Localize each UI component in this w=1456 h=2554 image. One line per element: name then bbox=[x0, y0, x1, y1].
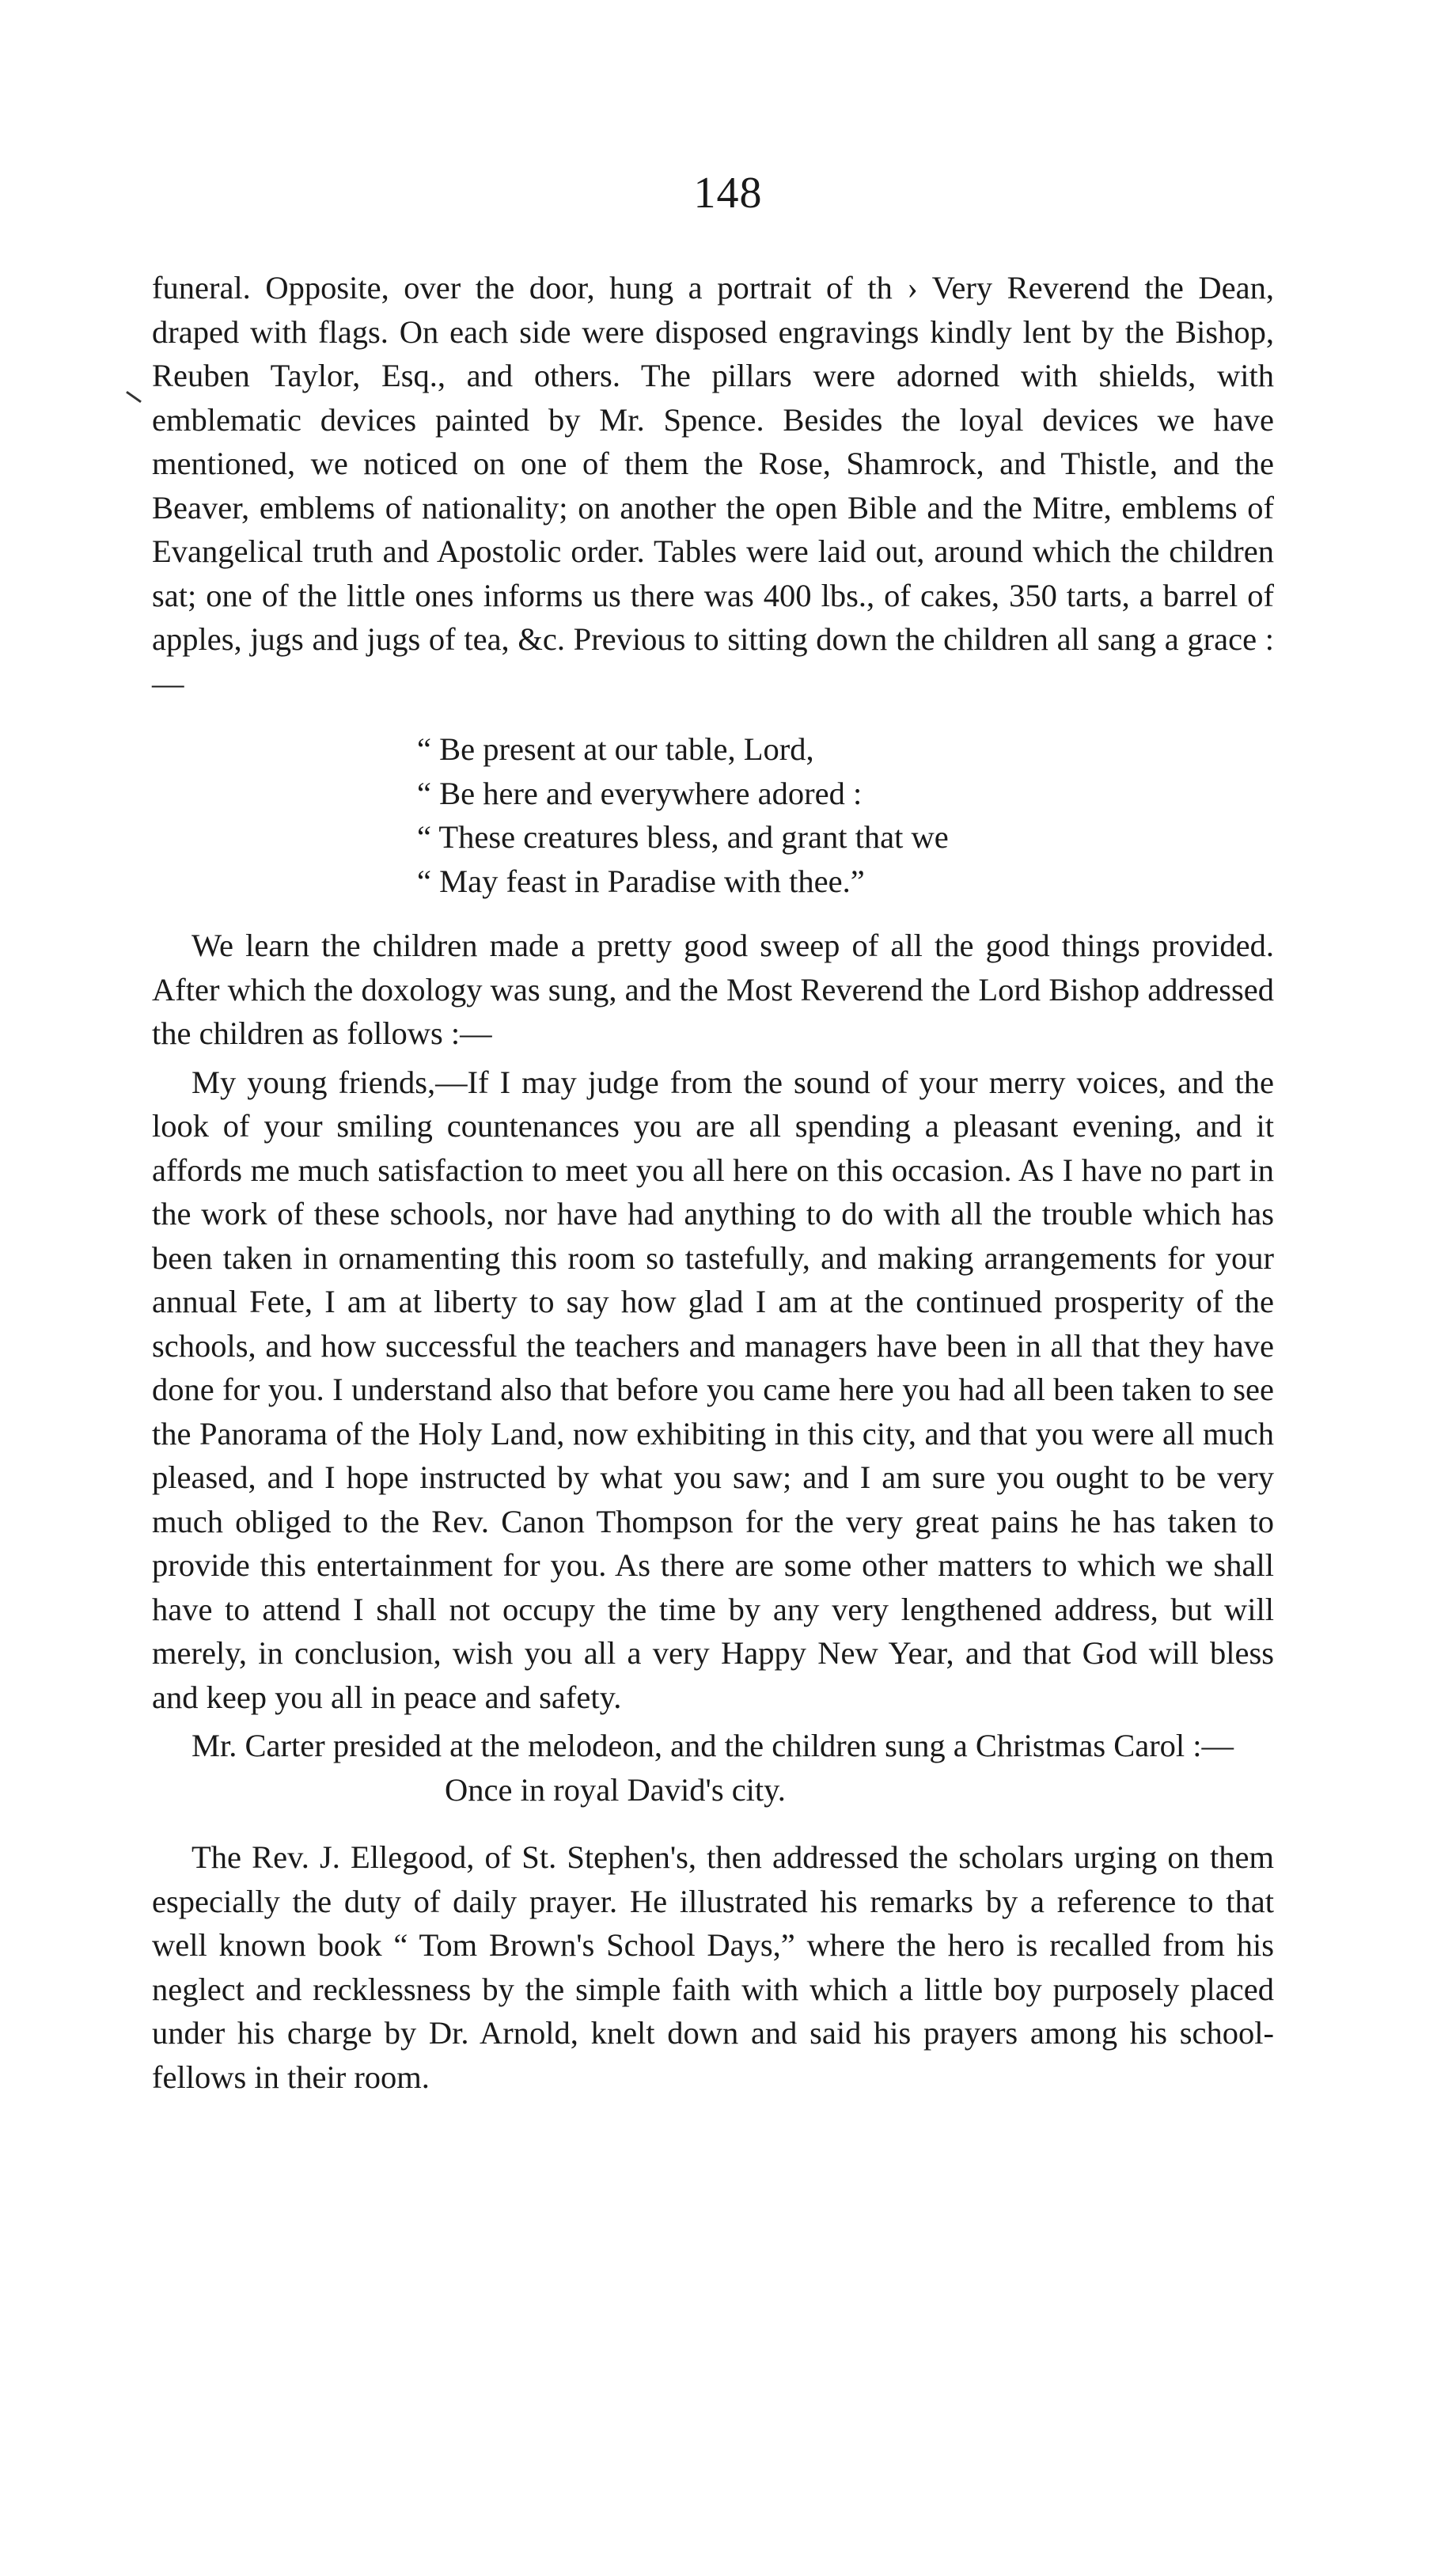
paragraph-ellegood-address: The Rev. J. Ellegood, of St. Stephen's, then addressed the scholars urging on them especially the duty of daily prayer. He illustrated his remarks by a reference to that well known book “ Tom Brown's School Days,” where the hero is recalled from his neglect and recklessness by the simple faith with which a little boy purposely placed under his charge by Dr. Arnold, knelt down and said his prayers among his school-fellows in their room. bbox=[152, 1839, 1274, 2095]
paragraph-carol-intro: Mr. Carter presided at the melodeon, and the children sung a Christmas Carol :— bbox=[191, 1728, 1234, 1763]
carol-title: Once in royal David's city. bbox=[445, 1771, 786, 1808]
paragraph-funeral-decorations: funeral. Opposite, over the door, hung a portrait of th › Very Reverend the Dean, draped with flags. On each side were disposed engravings kindly lent by the Bishop, Reuben Taylor, Esq., and others. The pillars were adorned with shields, with emblematic devices painted by Mr. Spence. Besides the loyal devices we have mentioned, we noticed on one of them the Rose, Shamrock, and Thistle, and the Beaver, emblems of nationality; on another the open Bible and the Mitre, emblems of Evangelical truth and Apostolic order. Tables were laid out, around which the children sat; one of the little ones informs us there was 400 lbs., of cakes, 350 tarts, a barrel of apples, jugs and jugs of tea, &c. Previous to sitting down the children all sang a grace :— bbox=[152, 270, 1274, 701]
verse-line: “ Be here and everywhere adored : bbox=[417, 775, 863, 811]
margin-mark bbox=[126, 391, 142, 403]
grace-verse bbox=[152, 727, 1274, 903]
paragraph-doxology: We learn the children made a pretty good sweep of all the good things provided. After which the doxology was sung, and the Most Reverend the Lord Bishop addressed the children as follows :— bbox=[152, 928, 1274, 1051]
verse-line: “ These creatures bless, and grant that we bbox=[417, 819, 949, 855]
body-text bbox=[152, 266, 1274, 2099]
page-number: 148 bbox=[693, 169, 763, 218]
paragraph-bishop-address: My young friends,—If I may judge from the sound of your merry voices, and the look of your smiling countenances you are all spending a pleasant evening, and it affords me much satisfaction to meet you all here on this occasion. As I have no part in the work of these schools, nor have had anything to do with all the trouble which has been taken in ornamenting this room so tastefully, and making arrangements for your annual Fete, I am at liberty to say how glad I am at the continued prosperity of the schools, and how successful the teachers and managers have been in all that they have done for you. I understand also that before you came here you had all been taken to see the Panorama of the Holy Land, now exhibiting in this city, and that you were all much pleased, and I hope instructed by what you saw; and I am sure you ought to be very much obliged to the Rev. Canon Thompson for the very great pains he has taken to provide this entertainment for you. As there are some other matters to which we shall have to attend I shall not occupy the time by any very lengthened address, but will merely, in conclusion, wish you all a very Happy New Year, and that God will bless and keep you all in peace and safety. bbox=[152, 1064, 1274, 1715]
verse-line: “ May feast in Paradise with thee.” bbox=[417, 863, 865, 899]
verse-line: “ Be present at our table, Lord, bbox=[417, 731, 814, 767]
